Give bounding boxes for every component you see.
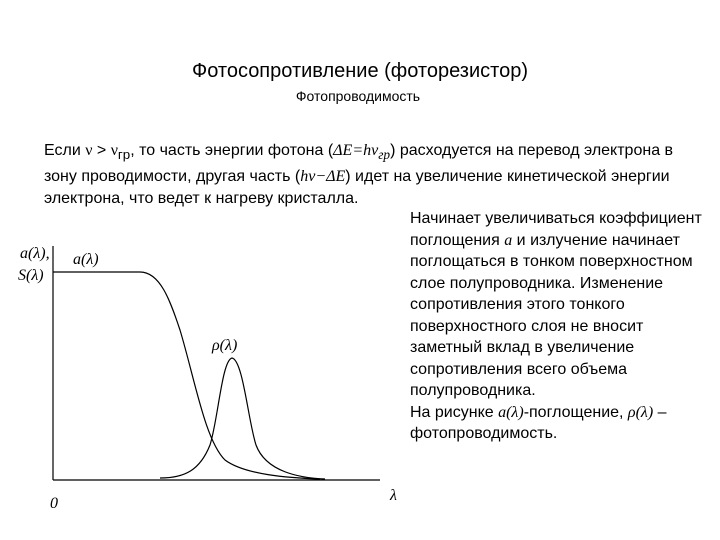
para-t3: >: [92, 142, 111, 159]
photoconductivity-curve: [160, 358, 325, 479]
para-t6: , то часть энергии фотона (: [130, 142, 334, 159]
curve-a-label: a(λ): [73, 251, 99, 268]
y-axis-label-2: S(λ): [18, 267, 44, 284]
para-t10: hν−ΔE: [300, 168, 346, 186]
right-r8: – фотопроводимость.: [410, 403, 667, 442]
right-r5: a(λ): [498, 403, 524, 421]
para-t8: гр: [378, 147, 391, 163]
para-t5: гр: [117, 147, 131, 163]
right-r2: a: [504, 231, 513, 249]
x-axis-label: λ: [390, 487, 397, 504]
para-t4: ν: [110, 142, 118, 159]
right-r3: и излучение начинает поглощаться в тонком поверхностном слое полупроводника. Изменение сопротивления этого тонкого поверхностного слоя не вносит заметный вклад в увеличение сопротивления всего объема полупроводника.: [410, 231, 693, 399]
para-t11: ) идет на увеличение кинетической энергии электрона, что ведет к нагреву кристалла.: [44, 168, 670, 208]
slide-title: Фотосопротивление (фоторезистор): [192, 60, 528, 82]
para-t1: Если: [44, 142, 86, 159]
para-t9: ) расходуется на перевод электрона в зону проводимости, другая часть (: [44, 142, 674, 186]
absorption-curve: [53, 272, 320, 479]
right-r6: -поглощение,: [523, 403, 628, 421]
right-r4: На рисунке: [410, 403, 499, 421]
right-r1: Начинает увеличиваться коэффициент поглощения: [410, 210, 702, 249]
para-t7: ΔE=hν: [333, 142, 379, 159]
subtitle-text: Фотопроводимость: [295, 88, 421, 104]
origin-label: 0: [50, 495, 58, 512]
y-axis-label-1: a(λ),: [20, 245, 50, 262]
curve-rho-label: ρ(λ): [212, 337, 238, 354]
para-t2: ν: [85, 142, 93, 159]
right-r7: ρ(λ): [627, 403, 654, 421]
